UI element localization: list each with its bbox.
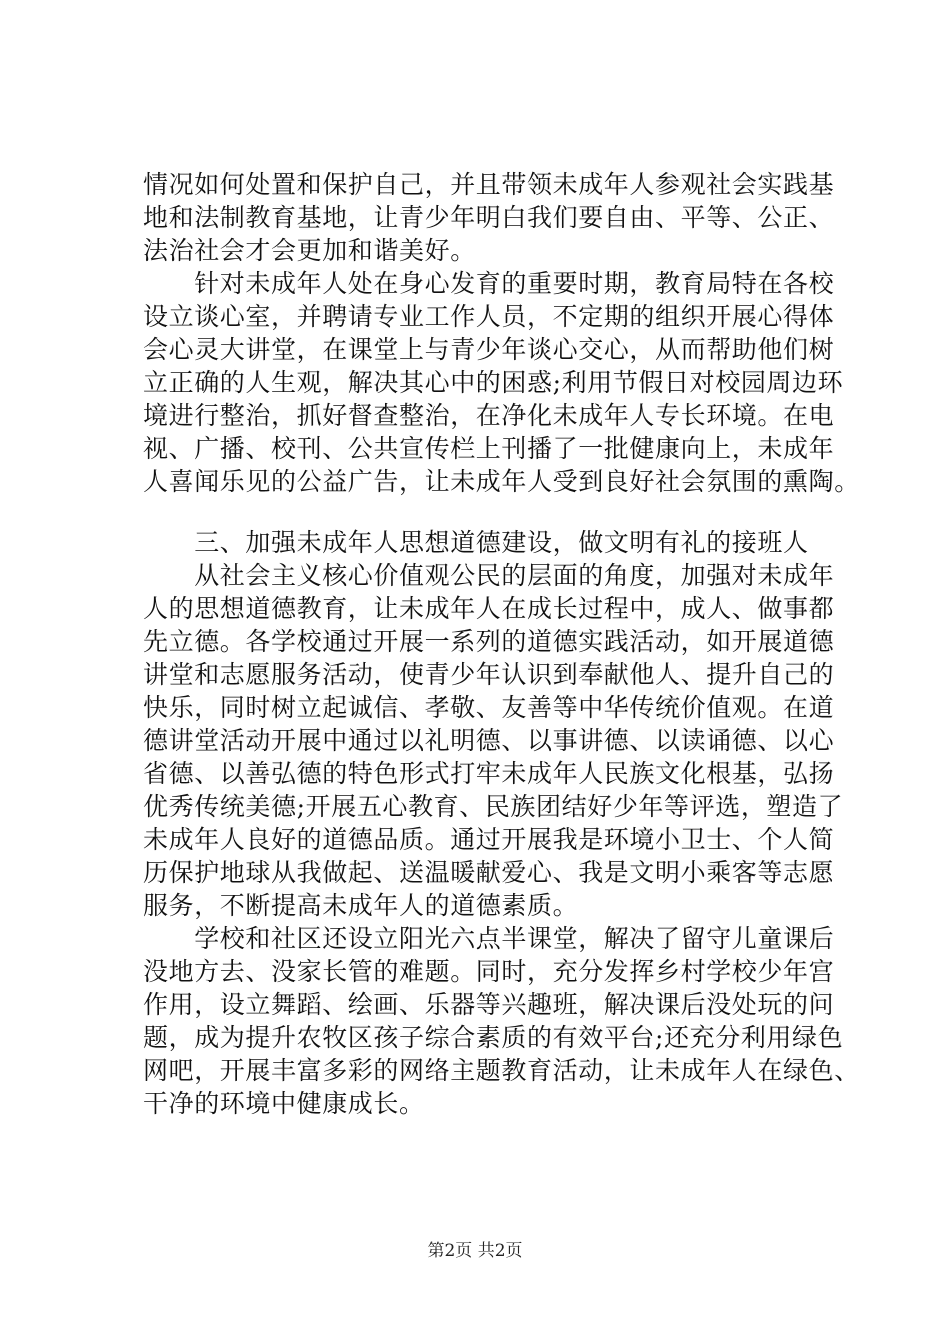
text-line: 快乐，同时树立起诚信、孝敬、友善等中华传统价值观。在道 [143, 693, 835, 722]
text-line: 作用，设立舞蹈、绘画、乐器等兴趣班，解决课后没处玩的问 [143, 990, 835, 1019]
section-heading: 三、加强未成年人思想道德建设，做文明有礼的接班人 [143, 528, 809, 557]
text-line: 会心灵大讲堂，在课堂上与青少年谈心交心，从而帮助他们树 [143, 335, 835, 364]
page-number-footer: 第2页 共2页 [427, 1241, 523, 1261]
text-line: 地和法制教育基地，让青少年明白我们要自由、平等、公正、 [143, 203, 835, 232]
text-line: 从社会主义核心价值观公民的层面的角度，加强对未成年 [143, 561, 835, 590]
text-line: 题，成为提升农牧区孩子综合素质的有效平台;还充分利用绿色 [143, 1023, 844, 1052]
document-body [143, 168, 860, 1120]
text-line: 讲堂和志愿服务活动，使青少年认识到奉献他人、提升自己的 [143, 660, 835, 689]
paragraph-gap [143, 498, 843, 526]
text-line: 境进行整治，抓好督查整治，在净化未成年人专长环境。在电 [143, 401, 835, 430]
text-line: 法治社会才会更加和谐美好。 [143, 236, 476, 265]
text-line: 服务，不断提高未成年人的道德素质。 [143, 891, 579, 920]
text-line: 学校和社区还设立阳光六点半课堂，解决了留守儿童课后 [143, 924, 835, 953]
text-line: 人的思想道德教育，让未成年人在成长过程中，成人、做事都 [143, 594, 835, 623]
text-line: 未成年人良好的道德品质。通过开展我是环境小卫士、个人简 [143, 825, 835, 854]
text-line: 德讲堂活动开展中通过以礼明德、以事讲德、以读诵德、以心 [143, 726, 835, 755]
text-line: 视、广播、校刊、公共宣传栏上刊播了一批健康向上，未成年 [143, 434, 835, 463]
text-line: 先立德。各学校通过开展一系列的道德实践活动，如开展道德 [143, 627, 835, 656]
text-line: 设立谈心室，并聘请专业工作人员，不定期的组织开展心得体 [143, 302, 835, 331]
text-line: 干净的环境中健康成长。 [143, 1089, 425, 1118]
text-line: 优秀传统美德;开展五心教育、民族团结好少年等评选，塑造了 [143, 792, 844, 821]
text-line: 历保护地球从我做起、送温暖献爱心、我是文明小乘客等志愿 [143, 858, 835, 887]
text-line: 情况如何处置和保护自己，并且带领未成年人参观社会实践基 [143, 170, 835, 199]
text-line: 没地方去、没家长管的难题。同时，充分发挥乡村学校少年宫 [143, 957, 835, 986]
text-line: 人喜闻乐见的公益广告，让未成年人受到良好社会氛围的熏陶。 [143, 467, 860, 496]
text-line: 省德、以善弘德的特色形式打牢未成年人民族文化根基，弘扬 [143, 759, 835, 788]
text-line: 网吧，开展丰富多彩的网络主题教育活动，让未成年人在绿色、 [143, 1056, 860, 1085]
text-line: 立正确的人生观，解决其心中的困惑;利用节假日对校园周边环 [143, 368, 844, 397]
text-line: 针对未成年人处在身心发育的重要时期，教育局特在各校 [143, 269, 835, 298]
